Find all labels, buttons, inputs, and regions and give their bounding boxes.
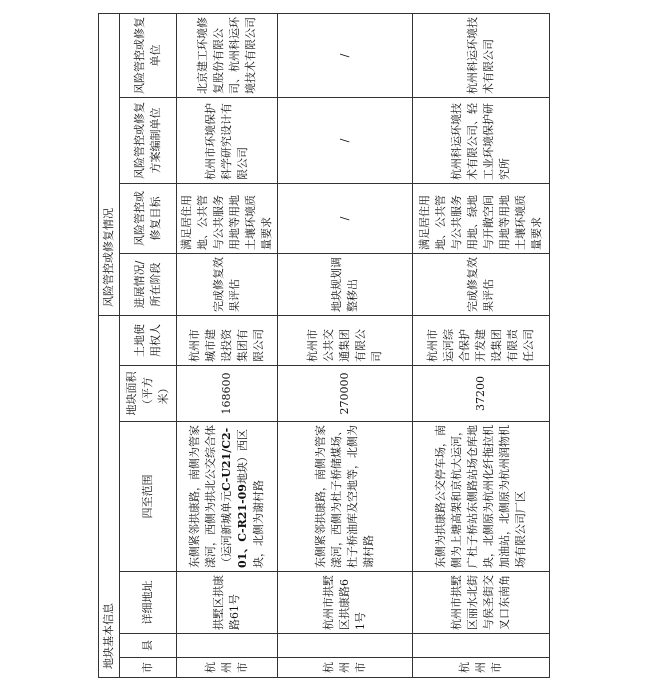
cell-city: 杭州市 [278, 658, 413, 678]
cell-address: 拱墅区拱康路61号 [177, 572, 278, 634]
cell-planner: 杭州科运环境技术有限公司、轻工业环境保护研究所 [413, 98, 550, 184]
cell-target: / [278, 184, 413, 254]
cell-contractor: 杭州科运环境技术有限公司 [413, 14, 550, 98]
cell-city: 杭州市 [413, 658, 550, 678]
cell-area: 270000 [278, 366, 413, 422]
column-header-row [120, 14, 177, 678]
col-header-city: 市 [120, 658, 177, 678]
cell-progress: 完成修复效果评估 [413, 254, 550, 316]
section-basic-info: 地块基本信息 [99, 316, 120, 678]
cell-address: 杭州市拱墅区拱康路61号 [278, 572, 413, 634]
cell-owner: 杭州市公共交通集团有限公司 [278, 316, 413, 366]
cell-boundary [177, 422, 278, 572]
col-header-contractor: 风险管控或修复单位 [120, 14, 177, 98]
col-header-address: 详细地址 [120, 572, 177, 634]
col-header-area: 地块面积（平方米） [120, 366, 177, 422]
boundary-bold-code: C-U21/C2-01、C-R21-09 [220, 427, 249, 568]
col-header-planner: 风险管控或修复方案编制单位 [120, 98, 177, 184]
cell-area: 37200 [413, 366, 550, 422]
table-row [413, 14, 550, 678]
cell-county [177, 634, 278, 658]
boundary-text: 东侧紧邻拱康路，南侧为管家漾河，西侧为拱北公交综合体（运河新城单元 [188, 425, 233, 568]
cell-progress: 地块规划调整移出 [278, 254, 413, 316]
section-risk-control: 风险管控或修复情况 [99, 14, 120, 316]
cell-address: 杭州市拱墅区丽水北街与侯圣街交叉口东南角 [413, 572, 550, 634]
cell-target: 满足居住用地、公共管与公共服务用地、绿地与开敞空间用地等用地土壤环境质量要求 [413, 184, 550, 254]
cell-planner: 杭州市环境保护科学研究设计有限公司 [177, 98, 278, 184]
col-header-progress: 进展情况/所在阶段 [120, 254, 177, 316]
col-header-owner: 土地使用权人 [120, 316, 177, 366]
cell-progress: 完成修复效果评估 [177, 254, 278, 316]
table-row [278, 14, 413, 678]
cell-city: 杭州市 [177, 658, 278, 678]
section-header-row [99, 14, 120, 678]
cell-owner: 杭州市运河综合保护开发建设集团有限责任公司 [413, 316, 550, 366]
cell-boundary: 东侧紧邻拱康路，南侧为管家漾河，西侧为杜子桥储煤场、杜子桥油库及空地等，北侧为谢村路 [278, 422, 413, 572]
boundary-tail: 地块）西区块，北侧为谢村路 [236, 429, 265, 568]
cell-owner: 杭州市城市建设投资集团有限公司 [177, 316, 278, 366]
cell-planner: / [278, 98, 413, 184]
remediation-table [98, 13, 550, 678]
col-header-county: 县 [120, 634, 177, 658]
cell-county [278, 634, 413, 658]
cell-county [413, 634, 550, 658]
col-header-target: 风险管控或修复目标 [120, 184, 177, 254]
cell-area: 168600 [177, 366, 278, 422]
cell-contractor: 北京建工环境修复股份有限公司、杭州科运环境技术有限公司 [177, 14, 278, 98]
col-header-boundary: 四至范围 [120, 422, 177, 572]
cell-target: 满足居住用地、公共管与公共服务用地等用地土壤环境质量要求 [177, 184, 278, 254]
cell-boundary: 东侧为拱康路公交停车场，南侧为上塘高架和京杭大运河，广杜子桥站东侧路站场仓库地块，北侧原为杭州化纤拖拉机加油站，北侧原为杭州润物机场有限公司厂区 [413, 422, 550, 572]
cell-contractor: / [278, 14, 413, 98]
table-row [177, 14, 278, 678]
